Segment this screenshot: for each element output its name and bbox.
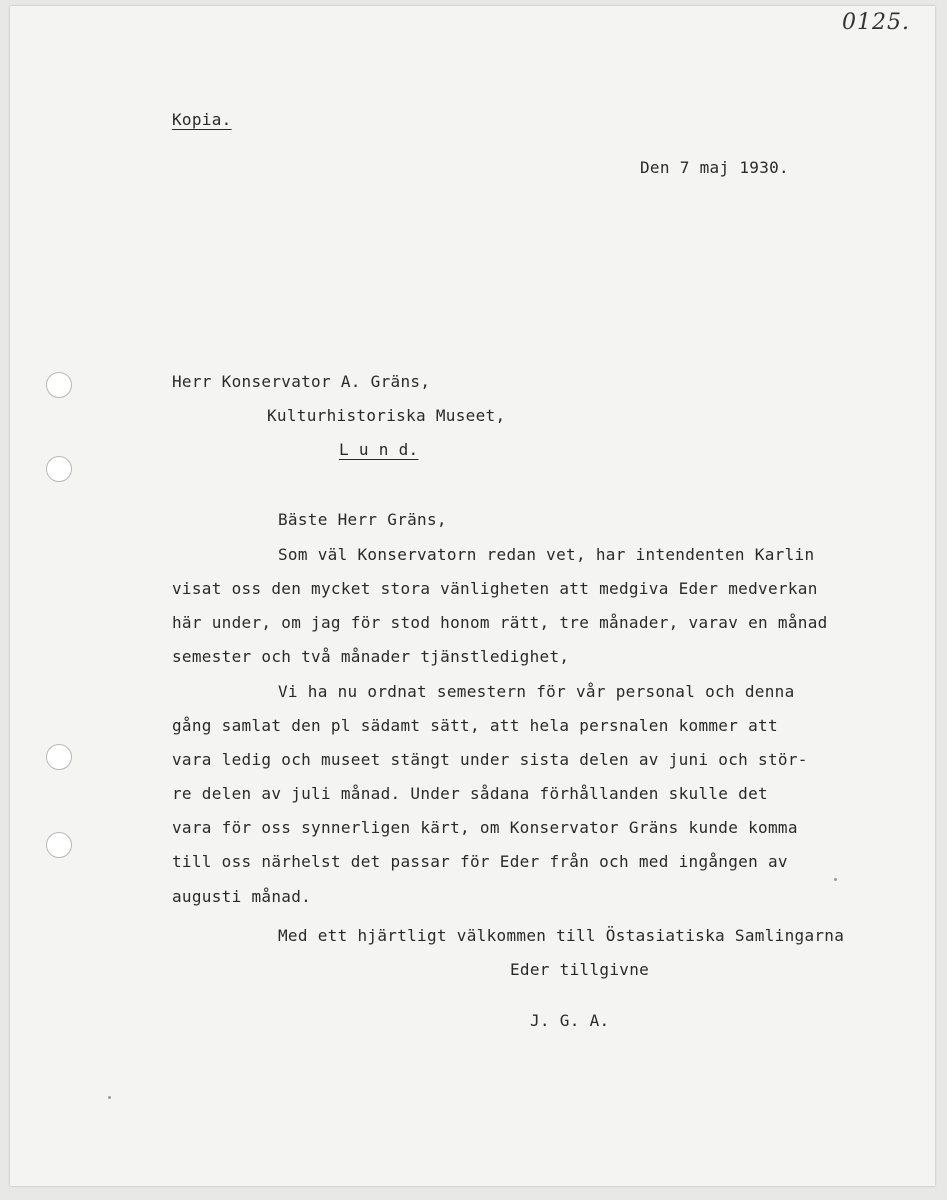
signature: J. G. A. bbox=[530, 1011, 610, 1030]
copy-label: Kopia. bbox=[172, 110, 232, 129]
letter-date: Den 7 maj 1930. bbox=[640, 158, 789, 177]
body-line: vara för oss synnerligen kärt, om Konservator Gräns kunde komma bbox=[172, 818, 798, 837]
punch-hole bbox=[46, 744, 72, 770]
punch-hole bbox=[46, 832, 72, 858]
address-line-1: Herr Konservator A. Gräns, bbox=[172, 372, 431, 391]
body-line: Vi ha nu ordnat semestern för vår personal och denna bbox=[278, 682, 795, 701]
body-line: semester och två månader tjänstledighet, bbox=[172, 647, 570, 666]
paper-speck bbox=[108, 1096, 111, 1099]
paper-speck bbox=[834, 878, 837, 881]
address-city: L u n d. bbox=[339, 440, 419, 459]
body-line: vara ledig och museet stängt under sista delen av juni och stör- bbox=[172, 750, 808, 769]
body-line: här under, om jag för stod honom rätt, tre månader, varav en månad bbox=[172, 613, 828, 632]
body-line: till oss närhelst det passar för Eder från och med ingången av bbox=[172, 852, 788, 871]
body-line: re delen av juli månad. Under sådana förhållanden skulle det bbox=[172, 784, 768, 803]
closing-line: Med ett hjärtligt välkommen till Östasiatiska Samlingarna bbox=[278, 926, 845, 945]
signoff: Eder tillgivne bbox=[510, 960, 650, 979]
document-page bbox=[10, 6, 935, 1186]
body-line: augusti månad. bbox=[172, 887, 312, 906]
body-line: visat oss den mycket stora vänligheten att medgiva Eder medverkan bbox=[172, 579, 818, 598]
body-line: gång samlat den pl sädamt sätt, att hela persnalen kommer att bbox=[172, 716, 778, 735]
punch-hole bbox=[46, 456, 72, 482]
salutation: Bäste Herr Gräns, bbox=[278, 510, 447, 529]
body-line: Som väl Konservatorn redan vet, har intendenten Karlin bbox=[278, 545, 815, 564]
page-number: 0125. bbox=[842, 10, 910, 35]
address-line-2: Kulturhistoriska Museet, bbox=[267, 406, 506, 425]
punch-hole bbox=[46, 372, 72, 398]
